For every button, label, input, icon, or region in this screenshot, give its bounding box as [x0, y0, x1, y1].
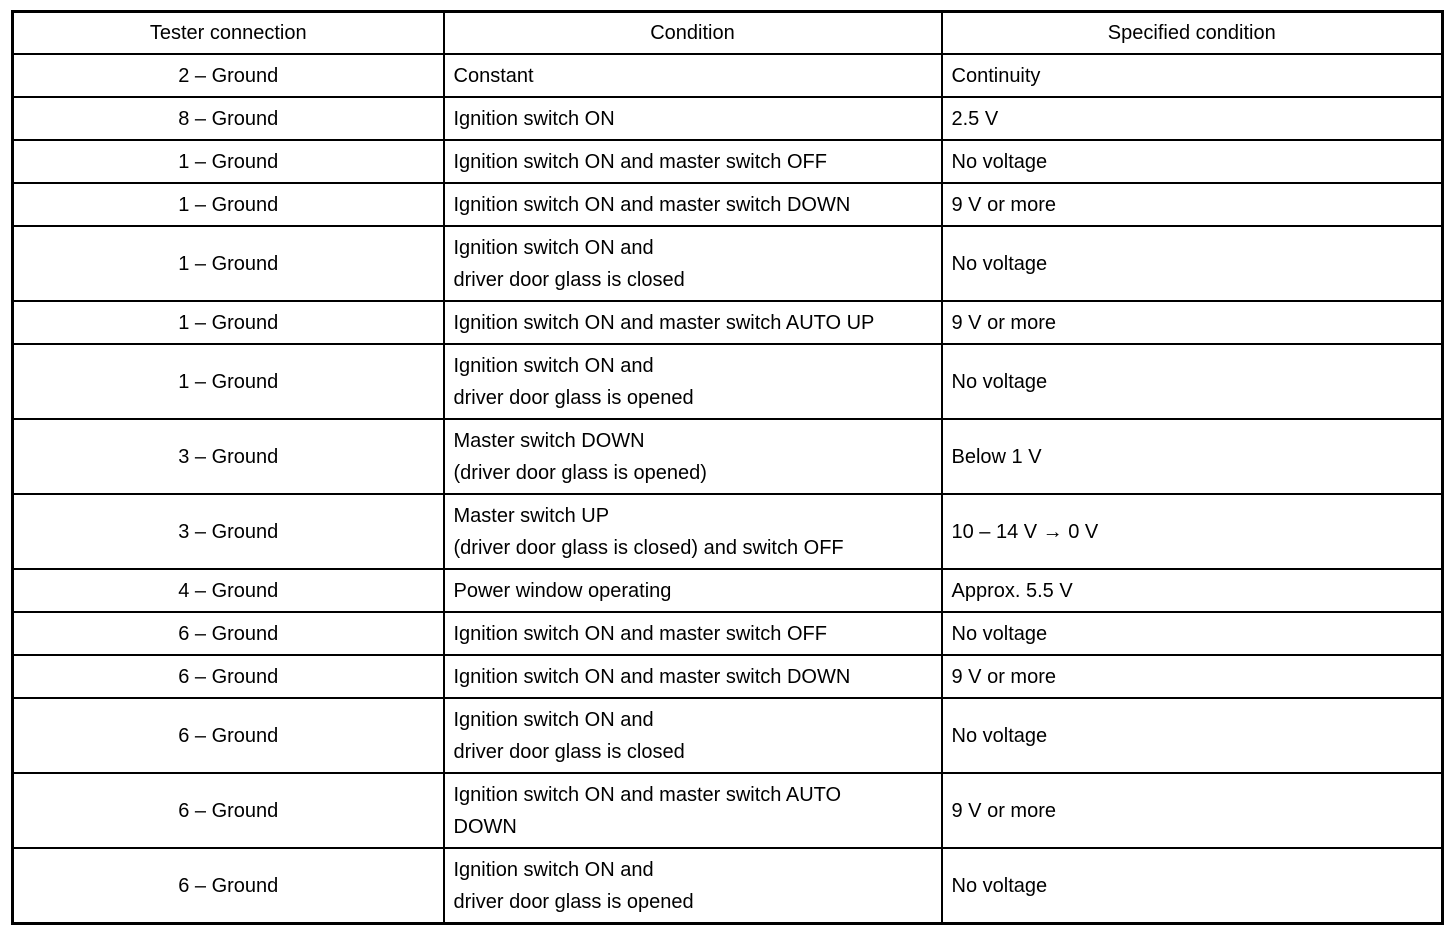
table-row: [13, 773, 1443, 848]
tester-connection-cell: 6 – Ground: [13, 612, 444, 655]
tester-connection-cell: 1 – Ground: [13, 140, 444, 183]
specified-condition-cell: No voltage: [942, 226, 1443, 301]
condition-line: DOWN: [453, 815, 517, 838]
tester-connection-cell: 6 – Ground: [13, 848, 444, 924]
condition-line: Master switch UP: [453, 504, 610, 527]
specified-condition-cell: Approx. 5.5 V: [942, 569, 1443, 612]
condition-cell: [444, 773, 942, 848]
specified-condition-cell: 10 – 14 V → 0 V: [942, 494, 1443, 569]
condition-line: Ignition switch ON and master switch DOWN: [453, 665, 851, 688]
condition-cell: [444, 612, 942, 655]
condition-cell: [444, 140, 942, 183]
condition-cell: [444, 494, 942, 569]
tester-connection-cell: 1 – Ground: [13, 301, 444, 344]
specified-condition-cell: No voltage: [942, 698, 1443, 773]
condition-line: Power window operating: [453, 579, 672, 602]
specified-condition-cell: No voltage: [942, 140, 1443, 183]
table-row: [13, 698, 1443, 773]
tester-connection-cell: 3 – Ground: [13, 419, 444, 494]
specified-condition-cell: 9 V or more: [942, 301, 1443, 344]
table-row: [13, 569, 1443, 612]
specified-condition-cell: No voltage: [942, 612, 1443, 655]
condition-line: driver door glass is closed: [453, 740, 685, 763]
condition-line: Ignition switch ON and: [453, 354, 654, 377]
table-row: [13, 494, 1443, 569]
condition-cell: [444, 848, 942, 924]
condition-cell: [444, 226, 942, 301]
specified-condition-cell: Continuity: [942, 54, 1443, 97]
specified-condition-cell: 9 V or more: [942, 655, 1443, 698]
condition-line: Ignition switch ON and: [453, 236, 654, 259]
specified-condition-cell: 9 V or more: [942, 183, 1443, 226]
table-body: [13, 54, 1443, 924]
table-row: [13, 612, 1443, 655]
condition-cell: [444, 655, 942, 698]
specified-condition-cell: Below 1 V: [942, 419, 1443, 494]
condition-line: driver door glass is opened: [453, 890, 694, 913]
condition-line: Ignition switch ON and master switch OFF: [453, 622, 827, 645]
tester-connection-cell: 6 – Ground: [13, 773, 444, 848]
tester-connection-cell: 1 – Ground: [13, 183, 444, 226]
table-row: [13, 655, 1443, 698]
spec-table: [11, 10, 1444, 925]
condition-line: Ignition switch ON and: [453, 858, 654, 881]
condition-line: Ignition switch ON and master switch AUTO: [453, 783, 842, 806]
condition-cell: [444, 344, 942, 419]
condition-cell: [444, 183, 942, 226]
table-row: [13, 344, 1443, 419]
table-row: [13, 183, 1443, 226]
condition-line: driver door glass is opened: [453, 386, 694, 409]
header-tester-connection: Tester connection: [13, 12, 444, 55]
specified-condition-cell: 9 V or more: [942, 773, 1443, 848]
header-specified-condition: Specified condition: [942, 12, 1443, 55]
specified-condition-cell: No voltage: [942, 344, 1443, 419]
table-row: [13, 301, 1443, 344]
header-condition: Condition: [444, 12, 942, 55]
condition-cell: [444, 97, 942, 140]
condition-line: Ignition switch ON and master switch AUTO UP: [453, 311, 875, 334]
condition-line: Constant: [453, 64, 534, 87]
condition-cell: [444, 698, 942, 773]
condition-line: driver door glass is closed: [453, 268, 685, 291]
table-row: [13, 140, 1443, 183]
tester-connection-cell: 1 – Ground: [13, 344, 444, 419]
tester-connection-cell: 6 – Ground: [13, 655, 444, 698]
condition-line: Ignition switch ON: [453, 107, 615, 130]
tester-connection-cell: 8 – Ground: [13, 97, 444, 140]
table-header-row: [13, 12, 1443, 55]
condition-line: Ignition switch ON and: [453, 708, 654, 731]
tester-connection-cell: 4 – Ground: [13, 569, 444, 612]
specified-condition-cell: No voltage: [942, 848, 1443, 924]
specified-condition-cell: 2.5 V: [942, 97, 1443, 140]
table-row: [13, 54, 1443, 97]
table-row: [13, 226, 1443, 301]
tester-connection-cell: 6 – Ground: [13, 698, 444, 773]
table-row: [13, 97, 1443, 140]
table-row: [13, 848, 1443, 924]
tester-connection-cell: 2 – Ground: [13, 54, 444, 97]
condition-line: Ignition switch ON and master switch OFF: [453, 150, 827, 173]
condition-cell: [444, 54, 942, 97]
tester-connection-cell: 1 – Ground: [13, 226, 444, 301]
condition-cell: [444, 569, 942, 612]
condition-line: (driver door glass is opened): [453, 461, 707, 484]
tester-connection-cell: 3 – Ground: [13, 494, 444, 569]
condition-line: (driver door glass is closed) and switch OFF: [453, 536, 844, 559]
condition-cell: [444, 419, 942, 494]
condition-cell: [444, 301, 942, 344]
table-row: [13, 419, 1443, 494]
condition-line: Master switch DOWN: [453, 429, 645, 452]
condition-line: Ignition switch ON and master switch DOWN: [453, 193, 851, 216]
